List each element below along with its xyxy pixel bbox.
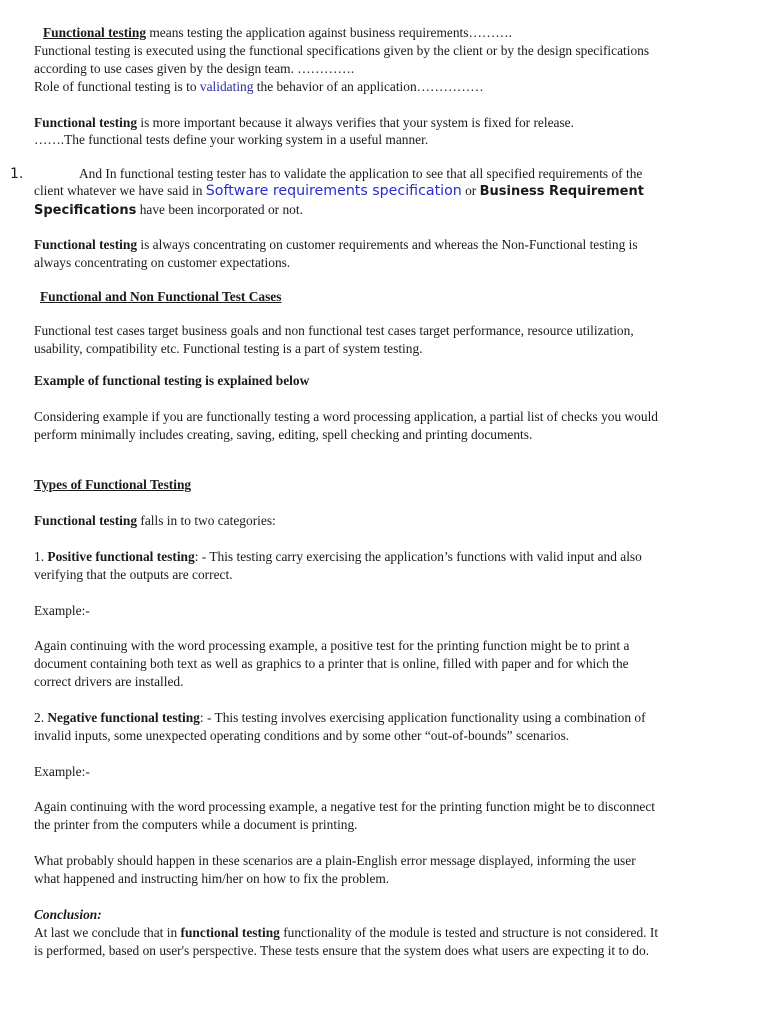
concentrating-line2: always concentrating on customer expectations. — [34, 255, 291, 270]
conclusion-line1: At last we conclude that in functional testing functionality of the module is tested and structure is not considered. It — [34, 925, 659, 940]
test-cases-heading: Functional and Non Functional Test Cases — [40, 289, 282, 304]
scenario-line1: What probably should happen in these scenarios are a plain-English error message displayed, informing the user — [34, 853, 636, 868]
test-cases-line2: usability, compatibility etc. Functional testing is a part of system testing. — [34, 341, 423, 356]
validating-link[interactable]: validating — [199, 79, 254, 94]
importance-line2: …….The functional tests define your working system in a useful manner. — [34, 132, 429, 147]
negative-example-line1: Again continuing with the word processing example, a negative test for the printing function might be to disconnect — [34, 799, 656, 814]
list-item-line3: Specifications have been incorporated or not. — [34, 202, 303, 218]
list-number: 1. — [10, 166, 24, 182]
scenario-line2: what happened and instructing him/her on how to fix the problem. — [34, 871, 390, 886]
conclusion-line2: is performed, based on user's perspective. These tests ensure that the system does what users are expecting it to do. — [34, 943, 649, 958]
intro-role-line: Role of functional testing is to validating the behavior of an application…………… — [34, 79, 484, 94]
list-item-line1: And In functional testing tester has to validate the application to see that all specified requirements of the — [79, 166, 643, 181]
types-falls-line: Functional testing falls in to two categories: — [34, 513, 276, 528]
negative-line1: 2. Negative functional testing: - This testing involves exercising application functionality using a combination of — [34, 710, 646, 725]
brs-term: Business Requirement — [479, 184, 644, 199]
positive-example-line1: Again continuing with the word processing example, a positive test for the printing function might be to print a — [34, 638, 630, 653]
example-line2: perform minimally includes creating, saving, editing, spell checking and printing documents. — [34, 427, 533, 442]
importance-line1: Functional testing is more important because it always verifies that your system is fixed for release. — [34, 115, 574, 130]
negative-term: Negative functional testing — [47, 710, 200, 725]
positive-example-label: Example:- — [34, 603, 90, 618]
concentrating-line1: Functional testing is always concentrating on customer requirements and whereas the Non-Functional testing is — [34, 237, 638, 252]
test-cases-line1: Functional test cases target business goals and non functional test cases target performance, resource utilization, — [34, 323, 634, 338]
positive-line1: 1. Positive functional testing: - This testing carry exercising the application’s functions with valid input and also — [34, 549, 642, 564]
positive-term: Positive functional testing — [47, 549, 195, 564]
negative-line2: invalid inputs, some unexpected operating conditions and by some other “out-of-bounds” scenarios. — [34, 728, 570, 743]
example-heading: Example of functional testing is explained below — [34, 373, 310, 388]
intro-exec-line2: according to use cases given by the design team. …………. — [34, 61, 355, 76]
conclusion-heading: Conclusion: — [34, 907, 102, 922]
negative-example-line2: the printer from the computers while a document is printing. — [34, 817, 358, 832]
positive-line2: verifying that the outputs are correct. — [34, 567, 233, 582]
example-line1: Considering example if you are functionally testing a word processing application, a partial list of checks you would — [34, 409, 658, 424]
negative-example-label: Example:- — [34, 764, 90, 779]
positive-example-line2: document containing both text as well as graphics to a printer that is online, filled with paper and for which the — [34, 656, 629, 671]
list-item-line2: client whatever we have said in Software requirements specification or Business Requirement — [34, 183, 644, 199]
types-heading: Types of Functional Testing — [34, 477, 192, 492]
positive-example-line3: correct drivers are installed. — [34, 674, 184, 689]
term-functional-testing: Functional testing — [43, 25, 147, 40]
srs-link[interactable]: Software requirements specification — [205, 183, 462, 199]
intro-definition: Functional testing means testing the application against business requirements………. — [43, 25, 512, 40]
intro-exec-line1: Functional testing is executed using the functional specifications given by the client or by the design specifications — [34, 43, 650, 58]
